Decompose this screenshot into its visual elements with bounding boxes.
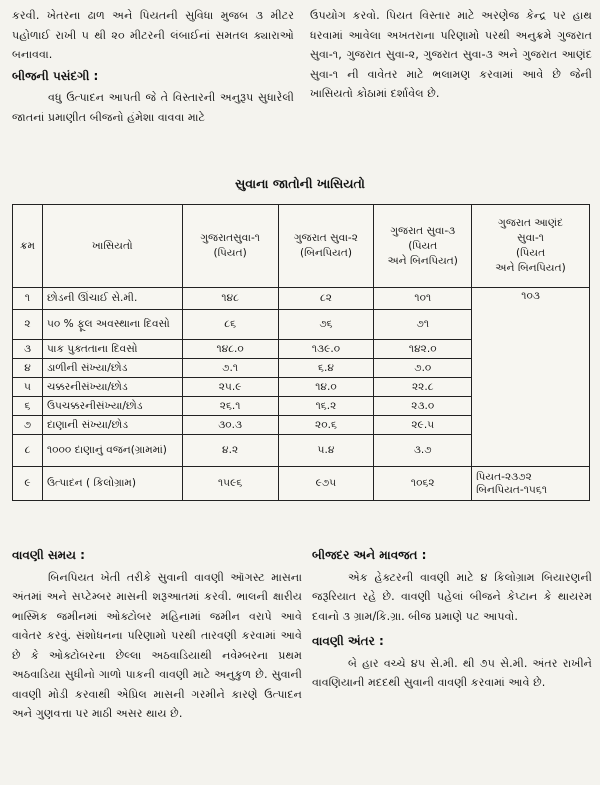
left-top-column [12,6,294,127]
bottom-right-column [312,544,592,693]
row-variety-3-value: ૨૯.૫ [374,416,472,435]
header-num: ક્રમ [13,205,43,288]
row-variety-2-value: ૬.૪ [278,359,374,378]
header-variety-3 [374,205,472,288]
row-variety-3-value: ૩.૭ [374,435,472,467]
varieties-traits-table [12,204,590,501]
sowing-distance-heading: વાવણી અંતર : [312,634,384,648]
row-variety-2-value: ૫.૪ [278,435,374,467]
header-variety-3-type-2: અને બિનપિયત) [387,254,458,267]
row-variety-1-value: ૩૦.૩ [182,416,278,435]
row-variety-1-value: ૧૪૮ [182,288,278,310]
row-trait: ઉપચક્કરનીસંખ્યા/છોડ [42,397,182,416]
seed-rate-paragraph: એક હેક્ટરની વાવણી માટે ૪ કિલોગ્રામ બિયારણની જરૂરિયાત રહે છે. વાવણી પહેલાં બીજને કેપ્ટાન કે થાયરમ દવાનો ૩ ગ્રામ/કિ.ગ્રા. બીજ પ્રમાણે પટ આપવો. [312,570,592,623]
header-variety-4-type-1: (પિયત [516,247,546,259]
variety-4-merged-value: ૧૦૩ [472,288,590,467]
row-trait: છોડની ઊંચાઈ સે.મી. [42,288,182,310]
row-variety-4-value [472,467,590,501]
row-num: ૨ [13,310,43,340]
header-variety-4-name-2: સુવા-૧ [517,232,544,244]
header-variety-2-type: (બિનપિયત) [299,247,352,259]
row-num: ૧ [13,288,43,310]
table-row [13,467,590,501]
sowing-time-paragraph: બિનપિયત ખેતી તરીકે સુવાની વાવણી ઑગસ્ટ માસના અંતમાં અને સપ્ટેમ્બર માસની શરૂઆતમાં કરવી. ભાલની ક્ષારીય ભાસ્મિક જમીનમાં ઓક્ટોબર મહિનામાં જમીન વરાપે આવે વાવેતર કરવું. સંશોધનના પરિણામો પરથી તારવણી કરવામાં આવે છે કે ઓક્ટોબરના છેલ્લા અઠવાડિયાથી નવેમ્બરના પ્રથમ અઠવાડિયા સુધીનો ગાળો પાકની વાવણી માટે અનુકુળ છે. સુવાની વાવણી મોડી કરવાથી એપ્રિલ માસની ગરમીને કારણે ઉત્પાદન અને ગુણવત્તા પર માઠી અસર થાય છે. [12,570,302,720]
seed-rate-heading: બીજદર અને માવજત : [312,548,427,562]
header-variety-4 [472,205,590,288]
sowing-time-heading: વાવણી સમય : [12,548,85,562]
header-variety-4-type-2: અને બિનપિયત) [495,262,566,274]
row-variety-2-value: ૭૬ [278,310,374,340]
row-variety-2-value: ૧૬.૨ [278,397,374,416]
header-variety-1-type: (પિયત) [213,247,247,259]
row-num: ૭ [13,416,43,435]
row-trait: ચક્કરનીસંખ્યા/છોડ [42,378,182,397]
table-title: સુવાના જાતોની ખાસિયતો [235,176,365,191]
row-variety-3-value: ૧૦૧ [374,288,472,310]
row-trait: ડાળીની સંખ્યા/છોડ [42,359,182,378]
header-variety-3-name: ગુજરાત સુવા-૩ [390,224,456,237]
row-variety-3-value: ૧૪૨.૦ [374,340,472,359]
row-variety-2-value: ૧૩૯.૦ [278,340,374,359]
row-variety-1-value: ૨૫.૯ [182,378,278,397]
row-trait: ૫૦ % ફૂલ અવસ્થાના દિવસો [42,310,182,340]
row-variety-1-value: ૧૪૮.૦ [182,340,278,359]
row-trait: દાણાની સંખ્યા/છોડ [42,416,182,435]
sowing-distance-paragraph: બે હાર વચ્ચે ૪૫ સે.મી. થી ૭૫ સે.મી. અંતર રાખીને વાવણિયાની મદદથી સુવાની વાવણી કરવામાં આવે છે. [312,656,592,689]
row-variety-2-value: ૯૭૫ [278,467,374,501]
row-variety-1-value: ૨૬.૧ [182,397,278,416]
bottom-left-column [12,544,302,724]
intro-right-paragraph: ઉપયોગ કરવો. પિયત વિસ્તાર માટે અરણેજ કેન્દ્ર પર હાથ ધરવામાં આવેલા અખતરાના પરિણામો પરથી અનુક્રમે ગુજરાત સુવા-૧, ગુજરાત સુવા-૨, ગુજરાત સુવા-૩ અને ગુજરાત આણંદ સુવા-૧ ની વાવેતર માટે ભલામણ કરવામાં આવે છે જેની ખાસિયતો કોઠામાં દર્શાવેલ છે. [310,9,592,100]
row-variety-3-value: ૭૧ [374,310,472,340]
row-trait: પાક પુક્તતાના દિવસો [42,340,182,359]
row-variety-2-value: ૨૦.૬ [278,416,374,435]
table-body [13,288,590,501]
row-num: ૩ [13,340,43,359]
row-trait: ઉત્પાદન ( કિલોગ્રામ) [42,467,182,501]
row-variety-1-value: ૭.૧ [182,359,278,378]
row-variety-2-value: ૧૪.૦ [278,378,374,397]
row-variety-1-value: ૪.૨ [182,435,278,467]
header-variety-4-name-1: ગુજરાત આણંદ [498,217,563,229]
header-variety-1-name: ગુજરાતસુવા-૧ [200,232,260,244]
intro-left-paragraph: કરવી. ખેતરના ઢાળ અને પિયતની સુવિધા મુજબ ૩ મીટર પહોળાઈ રાખી ૫ થી ૨૦ મીટરની લંબાઈનાં સમતલ ક્યારાઓ બનાવવા. [12,9,294,61]
header-variety-3-type-1: (પિયત [408,239,438,252]
row-variety-3-value: ૨૨.૮ [374,378,472,397]
header-variety-1 [182,205,278,288]
header-variety-2 [278,205,374,288]
row-variety-1-value: ૮૬ [182,310,278,340]
seed-selection-heading: બીજની પસંદગી : [12,68,99,83]
row-variety-3-value: ૭.૦ [374,359,472,378]
row-variety-2-value: ૮૨ [278,288,374,310]
row-num: ૯ [13,467,43,501]
row-trait: ૧૦૦૦ દાણાનું વજન(ગ્રામમાં) [42,435,182,467]
row-num: ૪ [13,359,43,378]
seed-selection-paragraph: વધુ ઉત્પાદન આપતી જે તે વિસ્તારની અનુરૂપ સુધારેલી જાતનાં પ્રમાણીત બીજનો હંમેશા વાવવા માટે [12,91,294,124]
header-trait: ખાસિયતો [42,205,182,288]
variety-4-irrigated-yield: પિયત-૨૩૭૨ [476,470,532,483]
row-variety-3-value: ૨૩.૦ [374,397,472,416]
table-header-row [13,205,590,288]
row-variety-1-value: ૧૫૯૬ [182,467,278,501]
row-variety-3-value: ૧૦૬૨ [374,467,472,501]
variety-4-rainfed-yield: બિનપિયત-૧૫૬૧ [476,483,548,496]
row-num: ૫ [13,378,43,397]
row-num: ૮ [13,435,43,467]
header-variety-2-name: ગુજરાત સુવા-૨ [293,232,358,244]
row-num: ૬ [13,397,43,416]
table-row [13,288,590,310]
right-top-column [310,6,592,104]
